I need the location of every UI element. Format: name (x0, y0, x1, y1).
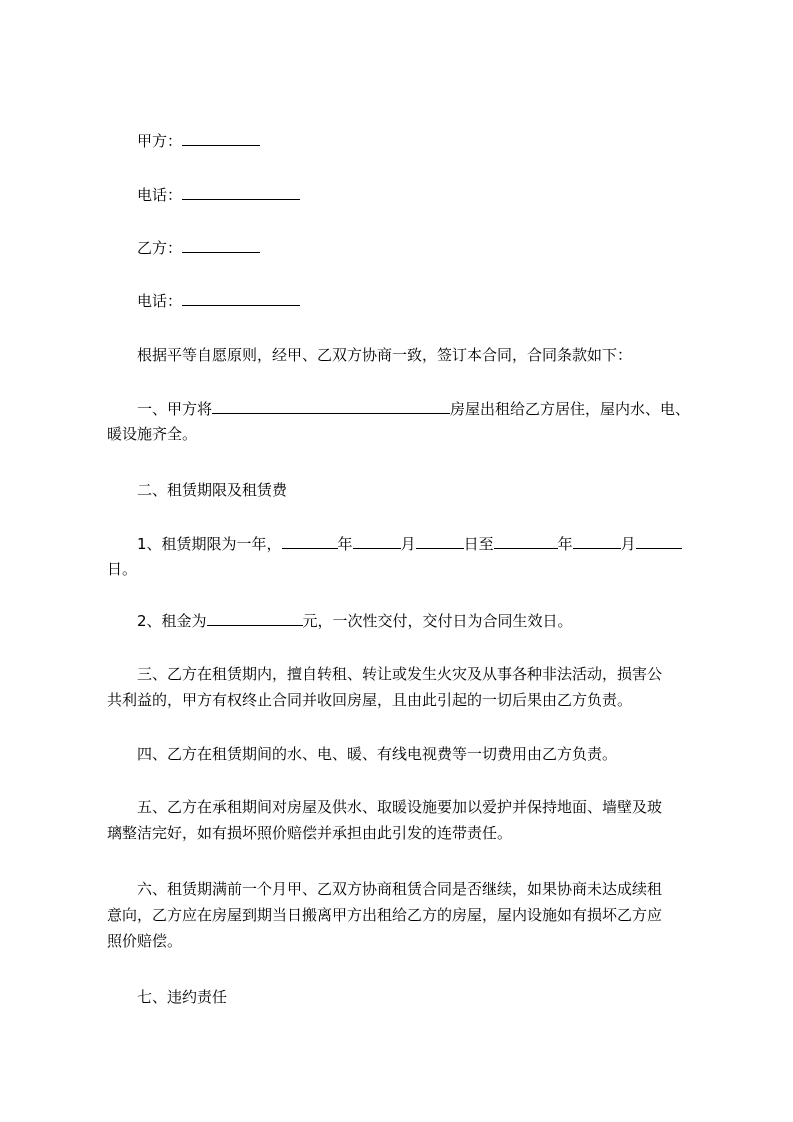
term-prefix: 1、租赁期限为一年， (137, 535, 282, 553)
clause3-line2: 共利益的，甲方有权终止合同并收回房屋，且由此引起的一切后果由乙方负责。 (107, 691, 633, 709)
clause7-heading: 七、违约责任 (137, 988, 228, 1006)
rent-prefix: 2、租金为 (137, 612, 207, 630)
party-a-blank[interactable] (182, 130, 260, 146)
clause1-suffix: 房屋出租给乙方居住，屋内水、电、 (450, 400, 691, 418)
phone-a-label: 电话： (137, 186, 183, 204)
phone-b-line (137, 290, 300, 311)
clause4: 四、乙方在租赁期间的水、电、暖、有线电视费等一切费用由乙方负责。 (137, 745, 618, 763)
month-label-1: 月 (400, 535, 416, 553)
party-a-label: 甲方： (137, 132, 183, 150)
phone-b-blank[interactable] (182, 290, 300, 306)
day-to-label: 日至 (463, 535, 494, 553)
clause1-line1 (137, 398, 690, 419)
year-label-2: 年 (557, 535, 573, 553)
property-address-blank[interactable] (212, 398, 450, 414)
party-a-line (137, 130, 260, 151)
clause5-line1: 五、乙方在承租期间对房屋及供水、取暖设施要加以爱护并保持地面、墙壁及玻 (137, 798, 663, 816)
intro-paragraph: 根据平等自愿原则，经甲、乙双方协商一致，签订本合同，合同条款如下： (137, 346, 633, 364)
phone-b-label: 电话： (137, 292, 183, 310)
party-b-line (137, 237, 260, 258)
start-year-blank[interactable] (282, 533, 338, 549)
term-line2: 日。 (107, 560, 138, 578)
month-label-2: 月 (620, 535, 636, 553)
end-day-blank[interactable] (636, 533, 682, 549)
start-month-blank[interactable] (353, 533, 401, 549)
rent-line (137, 610, 573, 631)
phone-a-blank[interactable] (182, 184, 300, 200)
clause6-line3: 照价赔偿。 (107, 932, 183, 950)
clause6-line2: 意向，乙方应在房屋到期当日搬离甲方出租给乙方的房屋，屋内设施如有损坏乙方应 (107, 906, 663, 924)
clause5-line2: 璃整洁完好，如有损坏照价赔偿并承担由此引发的连带责任。 (107, 824, 513, 842)
rent-amount-blank[interactable] (207, 610, 303, 626)
term-line1 (137, 533, 682, 554)
start-day-blank[interactable] (416, 533, 464, 549)
party-b-blank[interactable] (182, 237, 260, 253)
clause1-line2: 暖设施齐全。 (107, 425, 198, 443)
clause3-line1: 三、乙方在租赁期内，擅自转租、转让或发生火灾及从事各种非法活动，损害公 (137, 665, 663, 683)
rent-suffix: 元，一次性交付，交付日为合同生效日。 (302, 612, 573, 630)
year-label-1: 年 (337, 535, 353, 553)
phone-a-line (137, 184, 300, 205)
end-month-blank[interactable] (573, 533, 621, 549)
end-year-blank[interactable] (494, 533, 558, 549)
clause1-prefix: 一、甲方将 (137, 400, 213, 418)
party-b-label: 乙方： (137, 239, 183, 257)
clause2-heading: 二、租赁期限及租赁费 (137, 481, 288, 499)
clause6-line1: 六、租赁期满前一个月甲、乙双方协商租赁合同是否继续，如果协商未达成续租 (137, 880, 663, 898)
